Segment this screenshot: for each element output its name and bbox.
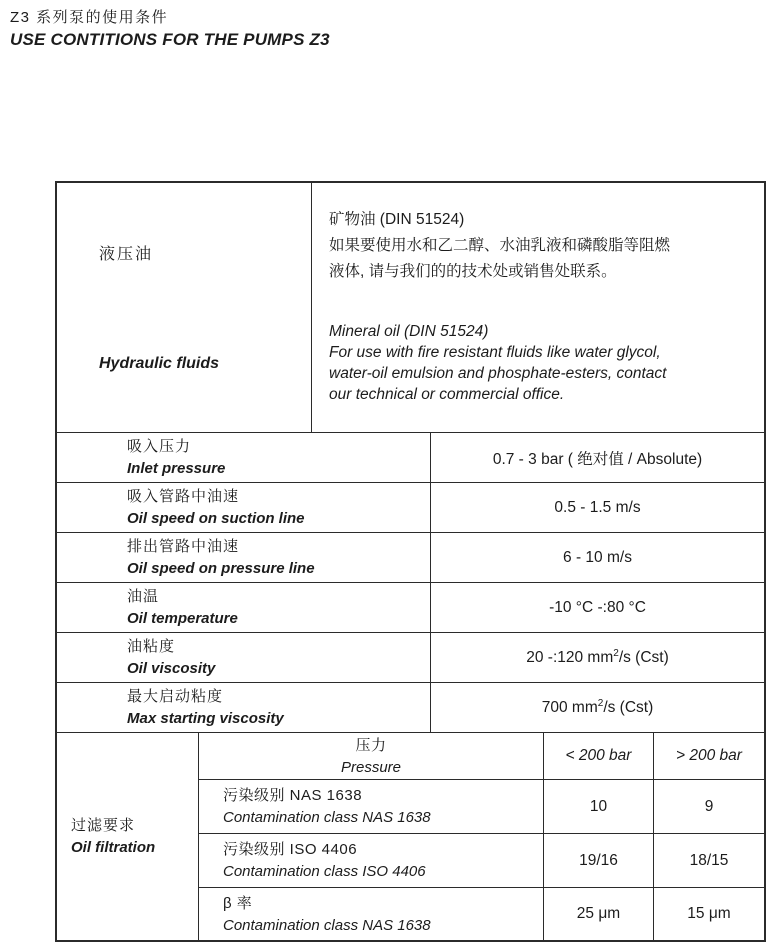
filtration-row-beta-rate [199,887,764,940]
fluids-desc-en-line1: Mineral oil (DIN 51524) [329,323,489,340]
condition-row-suction-speed [57,482,764,532]
condition-row-inlet-pressure [57,432,764,482]
condition-label-zh: 最大启动粘度 [127,688,224,705]
fluids-desc-en-line4: our technical or commercial office. [329,386,565,403]
condition-label-en: Oil temperature [127,610,238,627]
condition-label-en: Max starting viscosity [127,710,284,727]
pressure-header-cell [199,733,544,779]
filtration-header-row [199,733,764,779]
column-header-high-pressure: > 200 bar [676,747,742,764]
pressure-header-zh: 压力 [355,736,387,754]
filtration-value-high: 18/15 [689,851,729,869]
oil-filtration-label-zh: 过滤要求 [71,817,136,834]
condition-label-cell [57,533,430,582]
condition-label-en: Oil speed on pressure line [127,560,315,577]
filtration-label-en: Contamination class NAS 1638 [223,809,431,826]
condition-value-cell: 700 mm $^2$ /s (Cst) [430,683,764,732]
condition-label-zh: 油粘度 [127,638,176,655]
filtration-value-high: 15 μm [687,905,731,922]
filtration-label-zh: β 率 [223,895,253,912]
page-title-en: USE CONTITIONS FOR THE PUMPS Z3 [10,30,330,49]
filtration-value-high: 9 [704,797,714,815]
filtration-label-zh: 污染级别 ISO 4406 [223,841,358,858]
condition-label-en: Oil viscosity [127,660,216,677]
fluids-description-zh [329,207,754,285]
condition-label-cell [57,483,430,532]
condition-value: 0.5 - 1.5 m/s [554,498,641,516]
condition-value-post: /s (Cst) [618,648,669,666]
use-conditions-table [55,181,766,942]
fluids-description-en [329,321,754,405]
condition-row-max-starting-viscosity [57,682,764,732]
column-header-low-pressure: < 200 bar [544,733,654,779]
filtration-label-en: Contamination class NAS 1638 [223,917,431,934]
filtration-row-iso4406 [199,833,764,887]
condition-value-pre: 20 -:120 mm [526,648,614,666]
fluids-desc-zh-line3: 液体, 请与我们的的技术处或销售处联系。 [329,263,617,280]
hydraulic-fluids-label-en: Hydraulic fluids [99,355,220,372]
filtration-label-cell [199,834,544,887]
condition-value-cell [430,433,764,482]
condition-label-en: Oil speed on suction line [127,510,305,527]
filtration-value-low: 10 [544,780,654,833]
condition-label-cell [57,633,430,682]
hydraulic-fluids-row [57,183,764,432]
oil-filtration-label-cell [57,733,199,940]
condition-label-en: Inlet pressure [127,460,226,477]
condition-row-pressure-speed [57,532,764,582]
filtration-label-cell [199,888,544,940]
oil-filtration-section [57,732,764,940]
condition-value-cell: 20 -:120 mm $^2$ /s (Cst) [430,633,764,682]
fluids-desc-en-line3: water-oil emulsion and phosphate-esters, contact [329,365,667,382]
filtration-label-zh: 污染级别 NAS 1638 [223,787,363,804]
fluids-desc-en-line2: For use with fire resistant fluids like water glycol, [329,344,661,361]
condition-value-cell [430,583,764,632]
condition-value-cell [430,483,764,532]
condition-row-oil-temperature [57,582,764,632]
page-title-zh: Z3 系列泵的使用条件 [10,9,169,26]
filtration-label-cell [199,780,544,833]
pressure-header-en: Pressure [340,758,402,776]
condition-label-cell [57,583,430,632]
fluids-desc-zh-line2: 如果要使用水和乙二醇、水油乳液和磷酸脂等阻燃 [329,237,671,254]
hydraulic-fluids-label-cell [57,183,312,432]
filtration-label-en: Contamination class ISO 4406 [223,863,426,880]
filtration-row-nas1638 [199,779,764,833]
condition-label-zh: 排出管路中油速 [127,538,240,555]
condition-label-cell [57,433,430,482]
condition-value-post: /s (Cst) [603,698,654,716]
hydraulic-fluids-desc-cell [312,183,764,432]
condition-label-cell [57,683,430,732]
oil-filtration-label-en: Oil filtration [71,839,156,856]
condition-value-pre: 700 mm [541,698,598,716]
condition-value: -10 °C -:80 °C [549,598,646,616]
fluids-desc-zh-line1: 矿物油 (DIN 51524) [329,211,465,228]
condition-label-zh: 吸入管路中油速 [127,488,240,505]
condition-value-cell [430,533,764,582]
filtration-value-low: 19/16 [544,834,654,887]
page-header [10,6,330,50]
condition-value: 0.7 - 3 bar ( 绝对值 / Absolute) [492,450,703,468]
condition-value: 6 - 10 m/s [563,548,632,566]
filtration-value-low: 25 μm [544,888,654,940]
condition-label-zh: 油温 [127,588,160,605]
condition-row-oil-viscosity [57,632,764,682]
hydraulic-fluids-label-zh: 液压油 [99,246,154,263]
filtration-subtable [199,733,764,940]
condition-label-zh: 吸入压力 [127,438,192,455]
